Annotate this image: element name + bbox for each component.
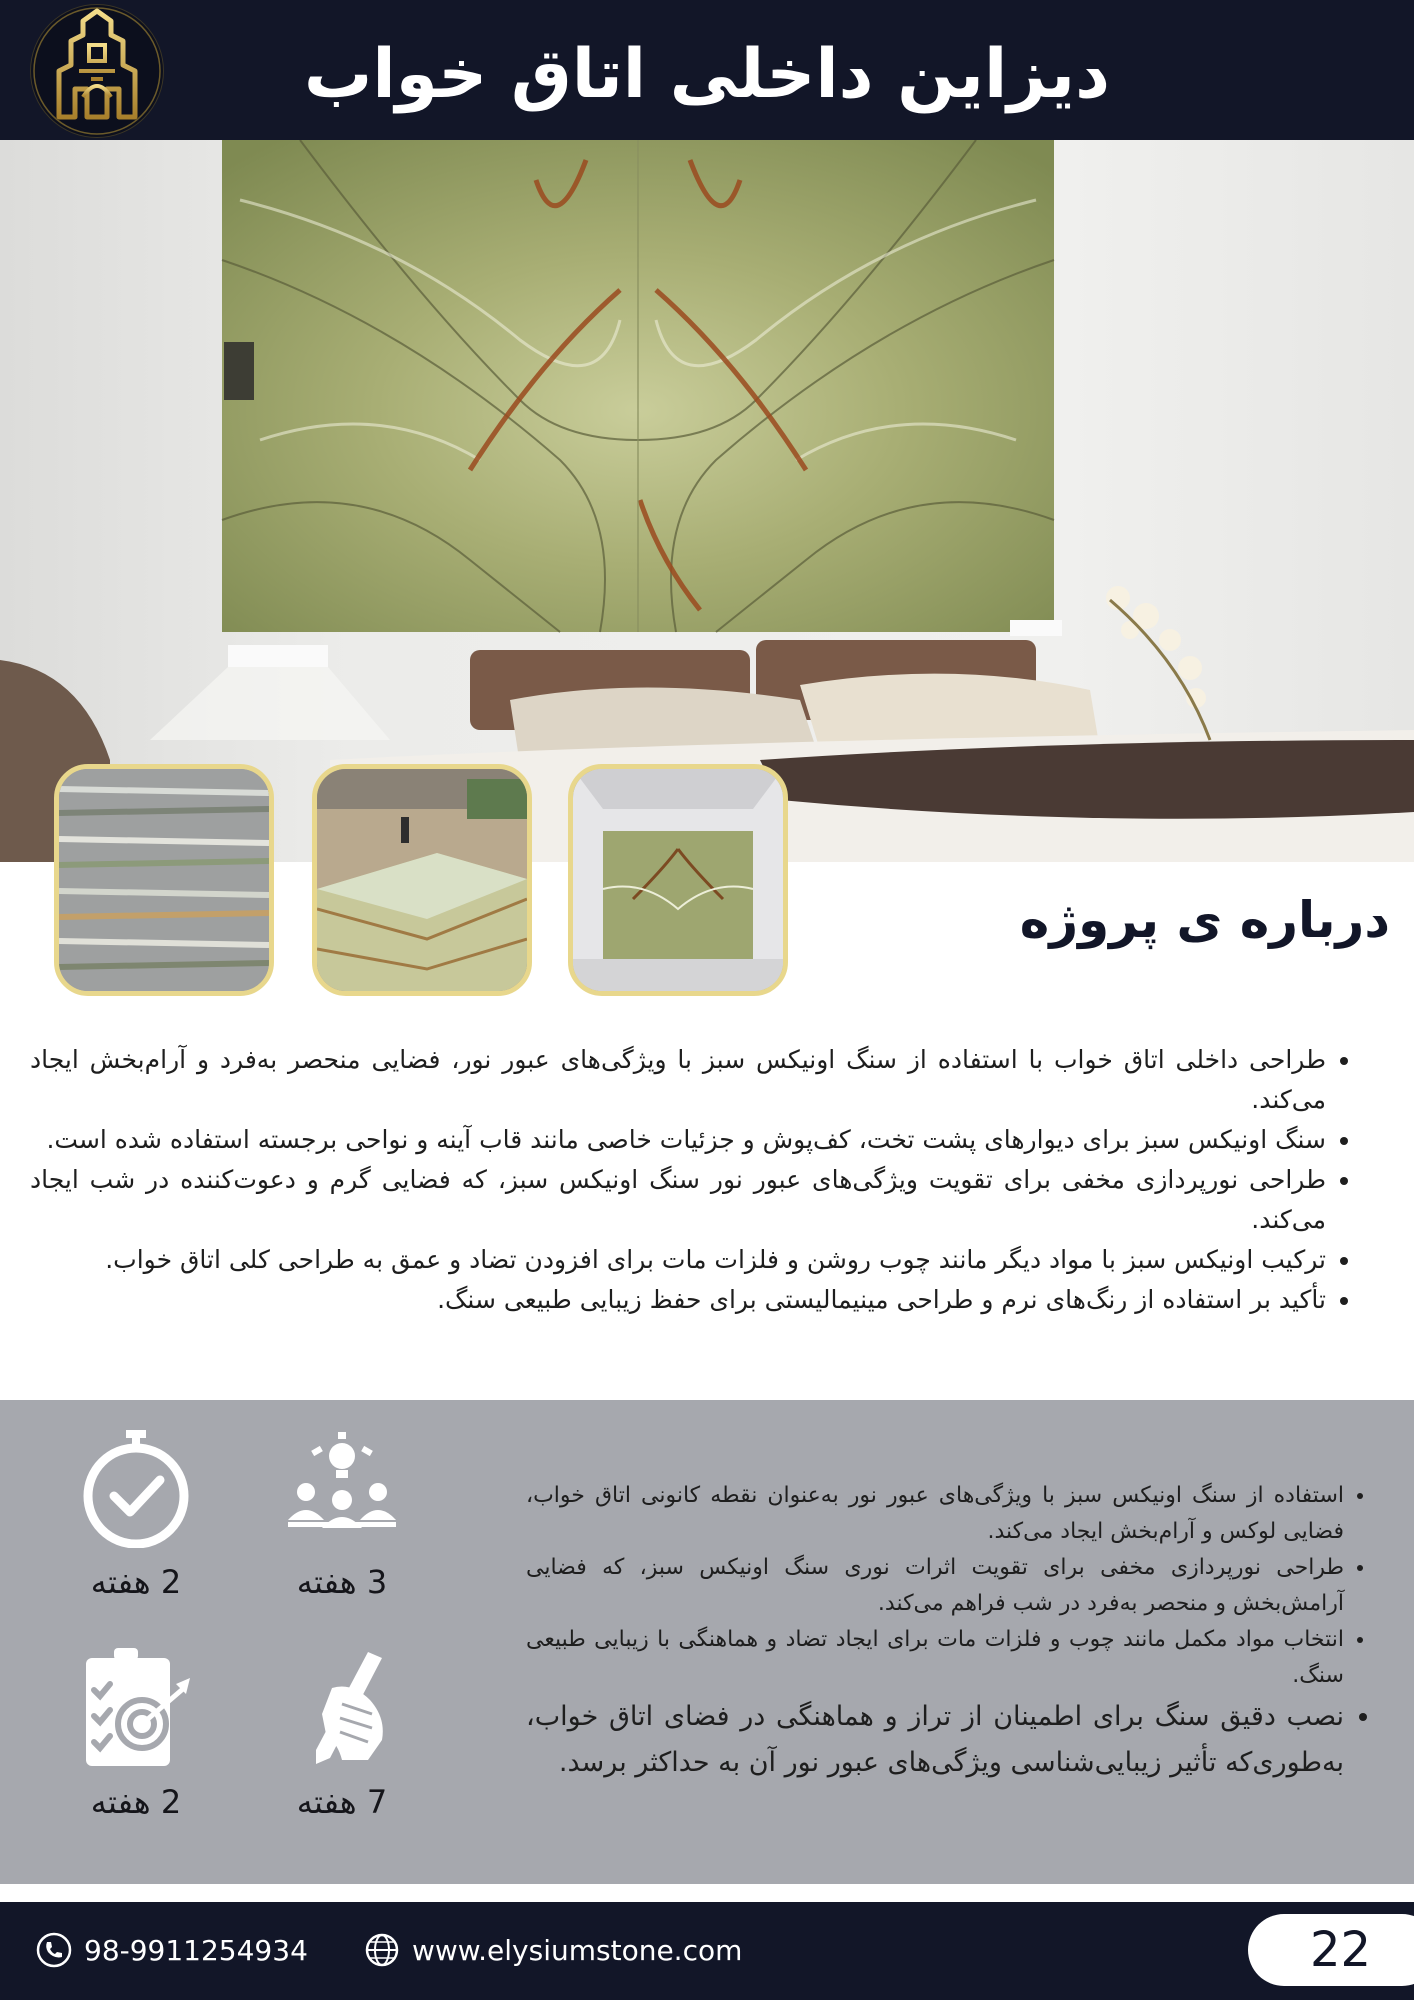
onyx-block-quarry-thumbnail [312, 764, 532, 996]
hand-pencil-icon [282, 1648, 402, 1768]
building-crest-logo-icon [30, 4, 164, 138]
onyx-slab-showroom-thumbnail [568, 764, 788, 996]
about-project-heading: درباره ی پروژه [1019, 891, 1390, 949]
stat-duration-stopwatch [56, 1428, 216, 1602]
stat-duration-target [56, 1648, 216, 1822]
stopwatch-icon [76, 1428, 196, 1548]
about-bullet-list [30, 1040, 1350, 1320]
list-item: • طراحی نورپردازی مخفی برای تقویت اثرات نوری سنگ اونیکس سبز، که فضایی آرامش‌بخش و منحصر به‌فرد در شب فراهم می‌کند. [526, 1550, 1344, 1622]
details-bullet-list [526, 1478, 1366, 1786]
list-item: • سنگ اونیکس سبز برای دیوارهای پشت تخت، کف‌پوش و جزئیات خاصی مانند قاب آینه و نواحی برجسته استفاده شده است. [30, 1120, 1326, 1160]
stat-label: 7 هفته [296, 1783, 388, 1821]
globe-icon [364, 1932, 400, 1968]
onyx-slab-texture-thumbnail [54, 764, 274, 996]
stat-duration-design [262, 1648, 422, 1822]
list-item: • انتخاب مواد مکمل مانند چوب و فلزات مات برای ایجاد تضاد و هماهنگی با زیبایی طبیعی سنگ. [526, 1622, 1344, 1694]
hero-bedroom-image [0, 140, 1414, 862]
stat-label: 3 هفته [296, 1563, 388, 1601]
website-url: www.elysiumstone.com [412, 1933, 743, 1967]
idea-team-icon [282, 1428, 402, 1548]
list-item: • طراحی نورپردازی مخفی برای تقویت ویژگی‌های عبور نور سنگ اونیکس سبز، که فضایی گرم و دعوت‌کننده در شب ایجاد می‌کند. [30, 1160, 1326, 1240]
website-link[interactable] [364, 1928, 742, 1972]
list-item: • نصب دقیق سنگ برای اطمینان از تراز و هماهنگی در فضای اتاق خواب، به‌طوری‌که تأثیر زیبایی‌شناسی ویژگی‌های عبور نور آن به حداکثر برسد. [526, 1694, 1344, 1786]
target-checklist-icon [76, 1648, 196, 1768]
page-title: دیزاین داخلی اتاق خواب [303, 35, 1110, 114]
phone-number: 98-9911254934 [84, 1933, 308, 1967]
stat-label: 2 هفته [90, 1783, 182, 1821]
list-item: • طراحی داخلی اتاق خواب با استفاده از سنگ اونیکس سبز با ویژگی‌های عبور نور، فضایی منحصر به‌فرد و آرام‌بخش ایجاد می‌کند. [30, 1040, 1326, 1120]
phone-icon [36, 1932, 72, 1968]
list-item: • تأکید بر استفاده از رنگ‌های نرم و طراحی مینیمالیستی برای حفظ زیبایی طبیعی سنگ. [30, 1280, 1326, 1320]
stat-duration-idea [262, 1428, 422, 1602]
list-item: • استفاده از سنگ اونیکس سبز با ویژگی‌های عبور نور به‌عنوان نقطه کانونی اتاق خواب، فضایی لوکس و آرام‌بخش ایجاد می‌کند. [526, 1478, 1344, 1550]
phone-contact[interactable] [36, 1928, 308, 1972]
list-item: • ترکیب اونیکس سبز با مواد دیگر مانند چوب روشن و فلزات مات برای افزودن تضاد و عمق به طراحی کلی اتاق خواب. [30, 1240, 1326, 1280]
page-number: 22 [1310, 1922, 1372, 1978]
stat-label: 2 هفته [90, 1563, 182, 1601]
